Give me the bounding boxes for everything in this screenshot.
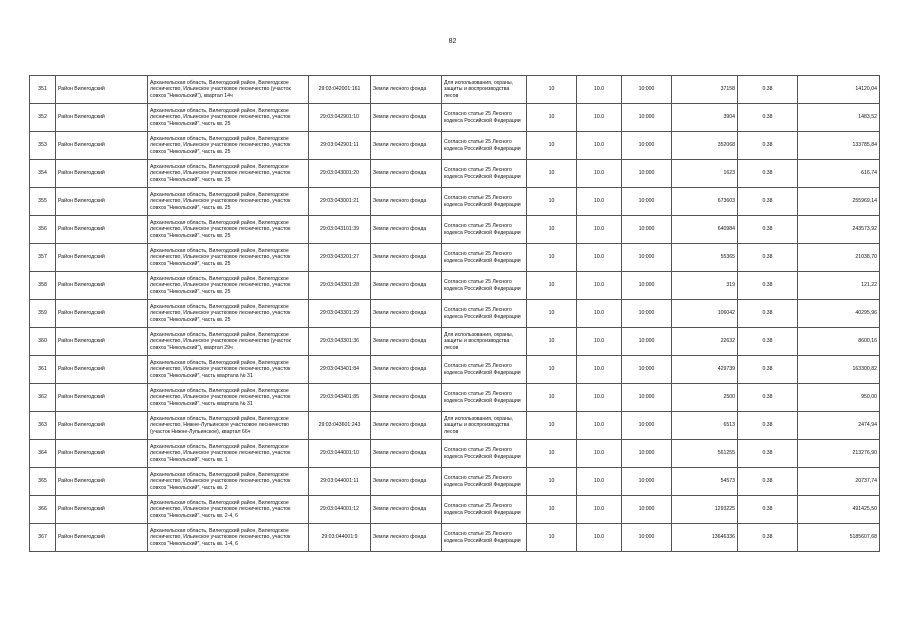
value-cell-3: 10:000 bbox=[622, 412, 672, 440]
row-number: 352 bbox=[30, 104, 56, 132]
rate-cell: 0.38 bbox=[738, 328, 798, 356]
area-cell: 1293225 bbox=[672, 496, 738, 524]
cadastral-number-cell: 29:03:044001:11 bbox=[309, 468, 371, 496]
row-number: 354 bbox=[30, 160, 56, 188]
table-row bbox=[30, 244, 880, 272]
area-cell: 22632 bbox=[672, 328, 738, 356]
value-cell-2: 10.0 bbox=[577, 76, 622, 104]
rate-cell: 0.38 bbox=[738, 244, 798, 272]
permitted-use-cell: Согласно статье 25 Лесного кодекса Российской Федерации bbox=[442, 384, 527, 412]
land-category-cell: Земли лесного фонда bbox=[371, 132, 442, 160]
district-cell: Район Вилегодский bbox=[56, 160, 148, 188]
value-cell-2: 10.0 bbox=[577, 244, 622, 272]
permitted-use-cell: Согласно статье 25 Лесного кодекса Российской Федерации bbox=[442, 160, 527, 188]
address-cell: Архангельская область, Вилегодский район, Вилегодское лесничество, Ильинское участковое лесничество, участок совхоз "Никольский", часть квартала № 31 bbox=[148, 356, 309, 384]
address-cell: Архангельская область, Вилегодский район, Вилегодское лесничество, Ильинское участковое лесничество, участок совхоз "Никольский", часть кв. 25 bbox=[148, 188, 309, 216]
land-category-cell: Земли лесного фонда bbox=[371, 328, 442, 356]
land-category-cell: Земли лесного фонда bbox=[371, 440, 442, 468]
cadastral-number-cell: 29:03:043001:21 bbox=[309, 188, 371, 216]
table-row bbox=[30, 132, 880, 160]
value-cell-1: 10 bbox=[527, 468, 577, 496]
amount-cell: 121,22 bbox=[798, 272, 880, 300]
value-cell-3: 10:000 bbox=[622, 468, 672, 496]
row-number: 357 bbox=[30, 244, 56, 272]
table-row bbox=[30, 328, 880, 356]
amount-cell: 255969,14 bbox=[798, 188, 880, 216]
value-cell-1: 10 bbox=[527, 216, 577, 244]
value-cell-1: 10 bbox=[527, 524, 577, 552]
permitted-use-cell: Для использования, охраны, защиты и воспроизводства лесов bbox=[442, 76, 527, 104]
permitted-use-cell: Согласно статье 25 Лесного кодекса Российской Федерации bbox=[442, 468, 527, 496]
area-cell: 429739 bbox=[672, 356, 738, 384]
rate-cell: 0.38 bbox=[738, 496, 798, 524]
value-cell-3: 10:000 bbox=[622, 356, 672, 384]
amount-cell: 14120,04 bbox=[798, 76, 880, 104]
address-cell: Архангельская область, Вилегодский район, Вилегодское лесничество, Ильинское участковое лесничество, участок совхоз "Никольский", часть кв. 2 bbox=[148, 468, 309, 496]
address-cell: Архангельская область, Вилегодский район, Вилегодское лесничество, Ильинское участковое лесничество, участок совхоз "Никольский", часть кв. 25 bbox=[148, 300, 309, 328]
table-row bbox=[30, 104, 880, 132]
area-cell: 54573 bbox=[672, 468, 738, 496]
area-cell: 3904 bbox=[672, 104, 738, 132]
value-cell-2: 10.0 bbox=[577, 468, 622, 496]
row-number: 363 bbox=[30, 412, 56, 440]
land-category-cell: Земли лесного фонда bbox=[371, 384, 442, 412]
value-cell-1: 10 bbox=[527, 132, 577, 160]
value-cell-2: 10.0 bbox=[577, 188, 622, 216]
district-cell: Район Вилегодский bbox=[56, 440, 148, 468]
row-number: 364 bbox=[30, 440, 56, 468]
cadastral-number-cell: 29:03:042001:161 bbox=[309, 76, 371, 104]
value-cell-3: 10:000 bbox=[622, 160, 672, 188]
amount-cell: 2474,94 bbox=[798, 412, 880, 440]
land-category-cell: Земли лесного фонда bbox=[371, 188, 442, 216]
value-cell-3: 10:000 bbox=[622, 244, 672, 272]
permitted-use-cell: Согласно статье 25 Лесного кодекса Российской Федерации bbox=[442, 272, 527, 300]
land-category-cell: Земли лесного фонда bbox=[371, 524, 442, 552]
address-cell: Архангельская область, Вилегодский район, Вилегодское лесничество, Ильинское участковое лесничество, участок совхоз "Никольский", часть кв. 1 bbox=[148, 440, 309, 468]
amount-cell: 40295,96 bbox=[798, 300, 880, 328]
rate-cell: 0.38 bbox=[738, 440, 798, 468]
amount-cell: 163300,82 bbox=[798, 356, 880, 384]
district-cell: Район Вилегодский bbox=[56, 356, 148, 384]
amount-cell: 1483,52 bbox=[798, 104, 880, 132]
table-row bbox=[30, 496, 880, 524]
row-number: 362 bbox=[30, 384, 56, 412]
value-cell-1: 10 bbox=[527, 384, 577, 412]
area-cell: 640984 bbox=[672, 216, 738, 244]
rate-cell: 0.38 bbox=[738, 412, 798, 440]
value-cell-3: 10:000 bbox=[622, 272, 672, 300]
value-cell-2: 10.0 bbox=[577, 216, 622, 244]
table-row bbox=[30, 188, 880, 216]
amount-cell: 133785,84 bbox=[798, 132, 880, 160]
amount-cell: 213276,90 bbox=[798, 440, 880, 468]
page-number: 82 bbox=[448, 38, 457, 45]
permitted-use-cell: Согласно статье 25 Лесного кодекса Российской Федерации bbox=[442, 244, 527, 272]
value-cell-2: 10.0 bbox=[577, 440, 622, 468]
land-registry-table bbox=[29, 75, 880, 552]
permitted-use-cell: Согласно статье 25 Лесного кодекса Российской Федерации bbox=[442, 300, 527, 328]
table-row bbox=[30, 524, 880, 552]
row-number: 366 bbox=[30, 496, 56, 524]
value-cell-1: 10 bbox=[527, 76, 577, 104]
value-cell-2: 10.0 bbox=[577, 356, 622, 384]
rate-cell: 0.38 bbox=[738, 300, 798, 328]
value-cell-3: 10:000 bbox=[622, 132, 672, 160]
row-number: 359 bbox=[30, 300, 56, 328]
cadastral-number-cell: 29:03:043101:39 bbox=[309, 216, 371, 244]
cadastral-number-cell: 29:03:043401:85 bbox=[309, 384, 371, 412]
district-cell: Район Вилегодский bbox=[56, 412, 148, 440]
amount-cell: 243573,92 bbox=[798, 216, 880, 244]
value-cell-1: 10 bbox=[527, 356, 577, 384]
cadastral-number-cell: 29:03:042901:11 bbox=[309, 132, 371, 160]
permitted-use-cell: Для использования, охраны, защиты и воспроизводства лесов bbox=[442, 412, 527, 440]
district-cell: Район Вилегодский bbox=[56, 468, 148, 496]
area-cell: 37158 bbox=[672, 76, 738, 104]
row-number: 360 bbox=[30, 328, 56, 356]
value-cell-3: 10:000 bbox=[622, 216, 672, 244]
amount-cell: 8600,16 bbox=[798, 328, 880, 356]
area-cell: 2500 bbox=[672, 384, 738, 412]
value-cell-1: 10 bbox=[527, 188, 577, 216]
value-cell-2: 10.0 bbox=[577, 132, 622, 160]
cadastral-number-cell: 29:03:043001:20 bbox=[309, 160, 371, 188]
value-cell-1: 10 bbox=[527, 496, 577, 524]
table-body bbox=[30, 76, 880, 552]
permitted-use-cell: Согласно статье 25 Лесного кодекса Российской Федерации bbox=[442, 356, 527, 384]
rate-cell: 0.38 bbox=[738, 76, 798, 104]
cadastral-number-cell: 29:03:043201:27 bbox=[309, 244, 371, 272]
address-cell: Архангельская область, Вилегодский район, Вилегодское лесничество, Ильинское участковое лесничество, участок совхоз "Никольский", часть кв. 25 bbox=[148, 160, 309, 188]
permitted-use-cell: Согласно статье 25 Лесного кодекса Российской Федерации bbox=[442, 104, 527, 132]
land-category-cell: Земли лесного фонда bbox=[371, 104, 442, 132]
value-cell-3: 10:000 bbox=[622, 440, 672, 468]
permitted-use-cell: Согласно статье 25 Лесного кодекса Российской Федерации bbox=[442, 188, 527, 216]
land-category-cell: Земли лесного фонда bbox=[371, 412, 442, 440]
area-cell: 55365 bbox=[672, 244, 738, 272]
district-cell: Район Вилегодский bbox=[56, 104, 148, 132]
cadastral-number-cell: 29:03:043301:36 bbox=[309, 328, 371, 356]
table-row bbox=[30, 384, 880, 412]
amount-cell: 616,74 bbox=[798, 160, 880, 188]
permitted-use-cell: Согласно статье 25 Лесного кодекса Российской Федерации bbox=[442, 132, 527, 160]
land-category-cell: Земли лесного фонда bbox=[371, 244, 442, 272]
cadastral-number-cell: 29:03:044001:9 bbox=[309, 524, 371, 552]
cadastral-number-cell: 29:03:043601:243 bbox=[309, 412, 371, 440]
value-cell-2: 10.0 bbox=[577, 496, 622, 524]
value-cell-2: 10.0 bbox=[577, 412, 622, 440]
area-cell: 319 bbox=[672, 272, 738, 300]
amount-cell: 491425,50 bbox=[798, 496, 880, 524]
value-cell-2: 10.0 bbox=[577, 300, 622, 328]
cadastral-number-cell: 29:03:043301:28 bbox=[309, 272, 371, 300]
table-row bbox=[30, 160, 880, 188]
permitted-use-cell: Согласно статье 25 Лесного кодекса Российской Федерации bbox=[442, 216, 527, 244]
district-cell: Район Вилегодский bbox=[56, 132, 148, 160]
value-cell-2: 10.0 bbox=[577, 104, 622, 132]
value-cell-3: 10:000 bbox=[622, 496, 672, 524]
cadastral-number-cell: 29:03:043401:84 bbox=[309, 356, 371, 384]
row-number: 351 bbox=[30, 76, 56, 104]
table-row bbox=[30, 468, 880, 496]
permitted-use-cell: Согласно статье 25 Лесного кодекса Российской Федерации bbox=[442, 440, 527, 468]
address-cell: Архангельская область, Вилегодский район, Вилегодское лесничество, Ильинское участковое лесничество, участок совхоз "Никольский", часть квартала № 31 bbox=[148, 384, 309, 412]
land-category-cell: Земли лесного фонда bbox=[371, 216, 442, 244]
district-cell: Район Вилегодский bbox=[56, 76, 148, 104]
value-cell-1: 10 bbox=[527, 160, 577, 188]
value-cell-2: 10.0 bbox=[577, 328, 622, 356]
rate-cell: 0.38 bbox=[738, 468, 798, 496]
row-number: 356 bbox=[30, 216, 56, 244]
value-cell-2: 10.0 bbox=[577, 160, 622, 188]
table-row bbox=[30, 412, 880, 440]
table-row bbox=[30, 272, 880, 300]
value-cell-3: 10:000 bbox=[622, 384, 672, 412]
land-category-cell: Земли лесного фонда bbox=[371, 468, 442, 496]
land-category-cell: Земли лесного фонда bbox=[371, 300, 442, 328]
area-cell: 13646336 bbox=[672, 524, 738, 552]
permitted-use-cell: Согласно статье 25 Лесного кодекса Российской Федерации bbox=[442, 524, 527, 552]
rate-cell: 0.38 bbox=[738, 216, 798, 244]
address-cell: Архангельская область, Вилегодский район, Вилегодское лесничество, Нижне-Лупьинское участковое лесничество (участок Нижне-Лупьинское), квартал 66ч bbox=[148, 412, 309, 440]
address-cell: Архангельская область, Вилегодский район, Вилегодское лесничество, Ильинское участковое лесничество (участок совхоз "Никольский"), квартал 14ч bbox=[148, 76, 309, 104]
value-cell-1: 10 bbox=[527, 328, 577, 356]
district-cell: Район Вилегодский bbox=[56, 384, 148, 412]
row-number: 358 bbox=[30, 272, 56, 300]
address-cell: Архангельская область, Вилегодский район, Вилегодское лесничество, Ильинское участковое лесничество, участок совхоз "Никольский", часть кв. 1-4, 6 bbox=[148, 524, 309, 552]
address-cell: Архангельская область, Вилегодский район, Вилегодское лесничество, Ильинское участковое лесничество, участок совхоз "Никольский", часть кв. 25 bbox=[148, 272, 309, 300]
permitted-use-cell: Для использования, охраны, защиты и воспроизводства лесов bbox=[442, 328, 527, 356]
district-cell: Район Вилегодский bbox=[56, 216, 148, 244]
district-cell: Район Вилегодский bbox=[56, 272, 148, 300]
value-cell-3: 10:000 bbox=[622, 524, 672, 552]
amount-cell: 20737,74 bbox=[798, 468, 880, 496]
cadastral-number-cell: 29:03:042901:10 bbox=[309, 104, 371, 132]
area-cell: 561255 bbox=[672, 440, 738, 468]
rate-cell: 0.38 bbox=[738, 188, 798, 216]
cadastral-number-cell: 29:03:044001:10 bbox=[309, 440, 371, 468]
land-category-cell: Земли лесного фонда bbox=[371, 356, 442, 384]
rate-cell: 0.38 bbox=[738, 104, 798, 132]
address-cell: Архангельская область, Вилегодский район, Вилегодское лесничество, Ильинское участковое лесничество, участок совхоз "Никольский", часть кв. 2-4, 6 bbox=[148, 496, 309, 524]
amount-cell: 21038,70 bbox=[798, 244, 880, 272]
value-cell-3: 10:000 bbox=[622, 300, 672, 328]
value-cell-1: 10 bbox=[527, 104, 577, 132]
address-cell: Архангельская область, Вилегодский район, Вилегодское лесничество, Ильинское участковое лесничество, участок совхоз "Никольский", часть кв. 25 bbox=[148, 244, 309, 272]
address-cell: Архангельская область, Вилегодский район, Вилегодское лесничество, Ильинское участковое лесничество, участок совхоз "Никольский", часть кв. 25 bbox=[148, 216, 309, 244]
rate-cell: 0.38 bbox=[738, 272, 798, 300]
value-cell-1: 10 bbox=[527, 244, 577, 272]
land-category-cell: Земли лесного фонда bbox=[371, 496, 442, 524]
value-cell-3: 10:000 bbox=[622, 104, 672, 132]
value-cell-1: 10 bbox=[527, 440, 577, 468]
district-cell: Район Вилегодский bbox=[56, 300, 148, 328]
district-cell: Район Вилегодский bbox=[56, 328, 148, 356]
area-cell: 352068 bbox=[672, 132, 738, 160]
value-cell-2: 10.0 bbox=[577, 384, 622, 412]
cadastral-number-cell: 29:03:044001:12 bbox=[309, 496, 371, 524]
value-cell-1: 10 bbox=[527, 272, 577, 300]
table-row bbox=[30, 440, 880, 468]
value-cell-3: 10:000 bbox=[622, 328, 672, 356]
row-number: 353 bbox=[30, 132, 56, 160]
row-number: 367 bbox=[30, 524, 56, 552]
rate-cell: 0.38 bbox=[738, 132, 798, 160]
land-category-cell: Земли лесного фонда bbox=[371, 272, 442, 300]
permitted-use-cell: Согласно статье 25 Лесного кодекса Российской Федерации bbox=[442, 496, 527, 524]
area-cell: 1623 bbox=[672, 160, 738, 188]
rate-cell: 0.38 bbox=[738, 384, 798, 412]
row-number: 365 bbox=[30, 468, 56, 496]
value-cell-3: 10:000 bbox=[622, 188, 672, 216]
district-cell: Район Вилегодский bbox=[56, 496, 148, 524]
land-category-cell: Земли лесного фонда bbox=[371, 160, 442, 188]
table-row bbox=[30, 216, 880, 244]
value-cell-1: 10 bbox=[527, 412, 577, 440]
district-cell: Район Вилегодский bbox=[56, 188, 148, 216]
district-cell: Район Вилегодский bbox=[56, 524, 148, 552]
amount-cell: 950,00 bbox=[798, 384, 880, 412]
amount-cell: 5185607,68 bbox=[798, 524, 880, 552]
cadastral-number-cell: 29:03:043301:29 bbox=[309, 300, 371, 328]
address-cell: Архангельская область, Вилегодский район, Вилегодское лесничество, Ильинское участковое лесничество, участок совхоз "Никольский", часть кв. 25 bbox=[148, 132, 309, 160]
table-row bbox=[30, 356, 880, 384]
value-cell-2: 10.0 bbox=[577, 272, 622, 300]
table-row bbox=[30, 76, 880, 104]
rate-cell: 0.38 bbox=[738, 160, 798, 188]
value-cell-2: 10.0 bbox=[577, 524, 622, 552]
value-cell-1: 10 bbox=[527, 300, 577, 328]
district-cell: Район Вилегодский bbox=[56, 244, 148, 272]
land-category-cell: Земли лесного фонда bbox=[371, 76, 442, 104]
address-cell: Архангельская область, Вилегодский район, Вилегодское лесничество, Ильинское участковое лесничество (участок совхоз "Никольский"), квартал 29ч bbox=[148, 328, 309, 356]
area-cell: 6513 bbox=[672, 412, 738, 440]
row-number: 355 bbox=[30, 188, 56, 216]
area-cell: 106042 bbox=[672, 300, 738, 328]
address-cell: Архангельская область, Вилегодский район, Вилегодское лесничество, Ильинское участковое лесничество, участок совхоз "Никольский", часть кв. 25 bbox=[148, 104, 309, 132]
rate-cell: 0.38 bbox=[738, 524, 798, 552]
table-row bbox=[30, 300, 880, 328]
area-cell: 673603 bbox=[672, 188, 738, 216]
value-cell-3: 10:000 bbox=[622, 76, 672, 104]
row-number: 361 bbox=[30, 356, 56, 384]
rate-cell: 0.38 bbox=[738, 356, 798, 384]
